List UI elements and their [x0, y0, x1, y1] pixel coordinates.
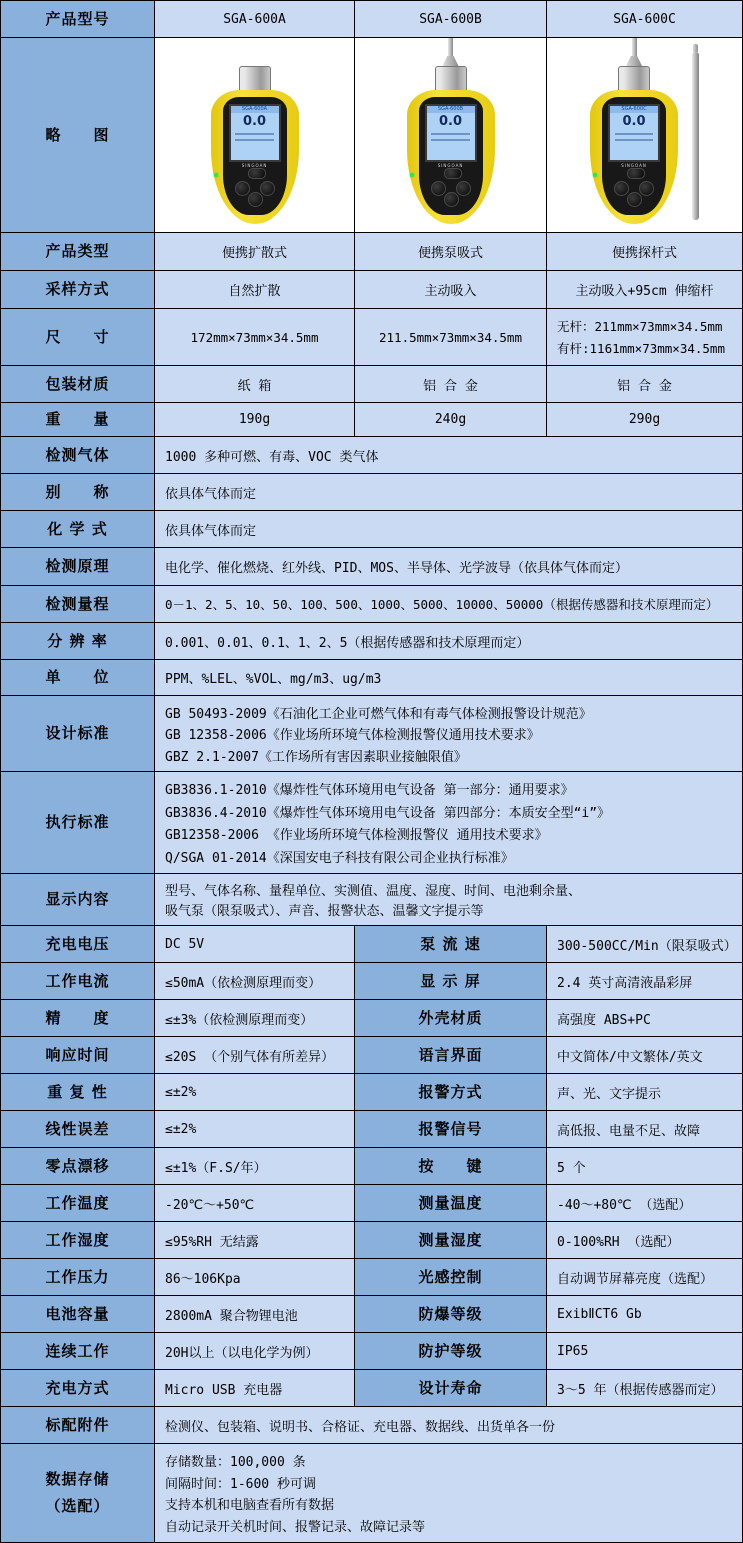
row-chemical-formula — [1, 511, 743, 548]
row-label: 检测气体 — [1, 437, 155, 474]
row-pressure-light-control — [1, 1259, 743, 1296]
row-label: 单 位 — [1, 660, 155, 696]
storage-line: 存储数量：100,000 条 — [165, 1454, 306, 1470]
row-label: 报警方式 — [355, 1074, 547, 1111]
brand-text: SINGOAN — [621, 163, 647, 168]
spec-value: ≤±1%（F.S/年） — [155, 1148, 355, 1185]
row-label: 检测量程 — [1, 586, 155, 623]
device-body — [211, 90, 299, 224]
device-body — [407, 90, 495, 224]
device-pump — [407, 38, 495, 224]
row-label: 测量温度 — [355, 1185, 547, 1222]
product-image-sga600c — [547, 38, 743, 233]
device-screen — [425, 104, 477, 162]
row-label: 语言界面 — [355, 1037, 547, 1074]
device-screen — [229, 104, 281, 162]
spec-value — [155, 874, 743, 926]
spec-value: 290g — [547, 403, 743, 437]
row-label: 显 示 屏 — [355, 963, 547, 1000]
row-packaging — [1, 366, 743, 403]
screen-detail-line — [615, 139, 653, 141]
spec-value: 5 个 — [547, 1148, 743, 1185]
spec-value: 依具体气体而定 — [155, 474, 743, 511]
spec-value: ≤±2% — [155, 1074, 355, 1111]
standard-line: GBZ 2.1-2007《工作场所有害因素职业接触限值》 — [165, 749, 467, 765]
row-label: 产品类型 — [1, 233, 155, 271]
row-label — [1, 1444, 155, 1543]
spec-value: 电化学、催化燃烧、红外线、PID、MOS、半导体、光学波导（依具体气体而定） — [155, 548, 743, 586]
row-label: 按 键 — [355, 1148, 547, 1185]
spec-value: PPM、%LEL、%VOL、mg/m3、ug/m3 — [155, 660, 743, 696]
power-led — [593, 173, 597, 177]
row-sketch — [1, 38, 743, 233]
standard-line: GB 12358-2006《作业场所环境气体检测报警仪通用技术要求》 — [165, 728, 540, 743]
brand-text: SINGOAN — [437, 163, 464, 168]
spec-value: ≤±3%（依检测原理而变） — [155, 1000, 355, 1037]
power-led — [410, 173, 414, 177]
spec-value: 依具体气体而定 — [155, 511, 743, 548]
standard-line: GB12358-2006 《作业场所环境气体检测报警仪 通用技术要求》 — [165, 828, 548, 844]
spec-value: IP65 — [547, 1333, 743, 1370]
row-label: 测量湿度 — [355, 1222, 547, 1259]
model-name-a: SGA-600A — [155, 1, 355, 38]
row-resolution — [1, 623, 743, 660]
row-label: 采样方式 — [1, 271, 155, 309]
row-label: 工作温度 — [1, 1185, 155, 1222]
spec-value: ≤95%RH 无结露 — [155, 1222, 355, 1259]
probe-cone — [443, 56, 459, 66]
spec-value: -40～+80℃ （选配） — [547, 1185, 743, 1222]
spec-value: 20H以上（以电化学为例） — [155, 1333, 355, 1370]
screen-detail-line — [431, 139, 469, 141]
pump-probe — [632, 38, 637, 56]
row-label: 尺 寸 — [1, 309, 155, 366]
display-line: 吸气泵（限泵吸式）、声音、报警状态、温馨文字提示等 — [165, 904, 484, 920]
row-label-sketch: 略 图 — [1, 38, 155, 233]
spec-value: 0-100%RH （选配） — [547, 1222, 743, 1259]
spec-value: 铝 合 金 — [355, 366, 547, 403]
spec-value: 高低报、电量不足、故障 — [547, 1111, 743, 1148]
row-detection-principle — [1, 548, 743, 586]
row-label: 防爆等级 — [355, 1296, 547, 1333]
row-label-product-model: 产品型号 — [1, 1, 155, 38]
row-alias — [1, 474, 743, 511]
standard-line: GB3836.1-2010《爆炸性气体环境用电气设备 第一部分：通用要求》 — [165, 783, 574, 799]
storage-line: 间隔时间：1-600 秒可调 — [165, 1476, 316, 1492]
product-image-sga600b — [355, 38, 547, 233]
row-label: 响应时间 — [1, 1037, 155, 1074]
spec-value: 便携探杆式 — [547, 233, 743, 271]
standard-line: GB3836.4-2010《爆炸性气体环境用电气设备 第四部分：本质安全型“i”》 — [165, 805, 611, 821]
device-buttons — [233, 171, 277, 207]
power-led — [214, 173, 218, 177]
row-label: 工作电流 — [1, 963, 155, 1000]
row-response-language — [1, 1037, 743, 1074]
row-label: 重 量 — [1, 403, 155, 437]
spec-value: 211.5mm×73mm×34.5mm — [355, 309, 547, 366]
row-label: 零点漂移 — [1, 1148, 155, 1185]
row-working-current-display — [1, 963, 743, 1000]
screen-model-text: SGA-600A — [231, 106, 279, 113]
spec-value: ≤50mA（依检测原理而变） — [155, 963, 355, 1000]
row-label: 工作压力 — [1, 1259, 155, 1296]
spec-value: DC 5V — [155, 926, 355, 963]
spec-value: 便携扩散式 — [155, 233, 355, 271]
spec-value: 0－1、2、5、10、50、100、500、1000、5000、10000、50000（根据传感器和技术原理而定） — [155, 586, 743, 623]
sensor-cap — [239, 66, 271, 92]
spec-value: 190g — [155, 403, 355, 437]
row-label: 工作湿度 — [1, 1222, 155, 1259]
row-dimensions — [1, 309, 743, 366]
spec-value: 300-500CC/Min（限泵吸式） — [547, 926, 743, 963]
row-detection-range — [1, 586, 743, 623]
row-linearity-alarm-signal — [1, 1111, 743, 1148]
row-repeatability-alarm-mode — [1, 1074, 743, 1111]
row-label: 化 学 式 — [1, 511, 155, 548]
spec-value: 中文简体/中文繁体/英文 — [547, 1037, 743, 1074]
row-label: 设计寿命 — [355, 1370, 547, 1407]
spec-value: ≤20S （个别气体有所差异） — [155, 1037, 355, 1074]
standard-line: Q/SGA 01-2014《深国安电子科技有限公司企业执行标准》 — [165, 850, 514, 866]
spec-value: 86～106Kpa — [155, 1259, 355, 1296]
probe-cone — [626, 56, 642, 66]
row-design-standards — [1, 696, 743, 772]
screen-detail-line — [431, 133, 469, 135]
row-label: 分 辨 率 — [1, 623, 155, 660]
row-zero-drift-buttons — [1, 1148, 743, 1185]
device-body — [590, 90, 678, 224]
spec-value: 2.4 英寸高清液晶彩屏 — [547, 963, 743, 1000]
row-label: 重 复 性 — [1, 1074, 155, 1111]
storage-line: 支持本机和电脑查看所有数据 — [165, 1498, 335, 1514]
row-label: 别 称 — [1, 474, 155, 511]
pump-probe — [448, 38, 453, 56]
storage-line: 自动记录开关机时间、报警记录、故障记录等 — [165, 1520, 426, 1536]
spec-value: -20℃～+50℃ — [155, 1185, 355, 1222]
row-product-model — [1, 1, 743, 38]
row-label: 充电电压 — [1, 926, 155, 963]
row-label: 连续工作 — [1, 1333, 155, 1370]
row-unit — [1, 660, 743, 696]
row-label: 设计标准 — [1, 696, 155, 772]
spec-value: 自然扩散 — [155, 271, 355, 309]
storage-label-line: 数据存储 — [45, 1470, 110, 1489]
storage-label-line: （选配） — [45, 1497, 110, 1515]
device-buttons — [612, 171, 656, 207]
sensor-cap — [618, 66, 650, 92]
screen-reading: 0.0 — [242, 114, 267, 129]
screen-detail-line — [235, 133, 273, 135]
row-label: 执行标准 — [1, 772, 155, 874]
spec-value: ≤±2% — [155, 1111, 355, 1148]
spec-value: 自动调节屏幕亮度（选配） — [547, 1259, 743, 1296]
spec-value: 声、光、文字提示 — [547, 1074, 743, 1111]
device-probe-type — [590, 38, 678, 224]
row-data-storage — [1, 1444, 743, 1543]
spec-value: 铝 合 金 — [547, 366, 743, 403]
spec-value: 高强度 ABS+PC — [547, 1000, 743, 1037]
row-charge-voltage-pump-flow — [1, 926, 743, 963]
spec-value: ExibⅡCT6 Gb — [547, 1296, 743, 1333]
screen-detail-line — [235, 139, 273, 141]
spec-value: 172mm×73mm×34.5mm — [155, 309, 355, 366]
spec-value: 3～5 年（根据传感器而定） — [547, 1370, 743, 1407]
model-name-b: SGA-600B — [355, 1, 547, 38]
dimension-line: 无杆：211mm×73mm×34.5mm — [557, 319, 723, 334]
telescopic-rod — [692, 52, 699, 220]
screen-reading: 0.0 — [438, 114, 463, 129]
screen-model-text: SGA-600B — [427, 106, 475, 113]
row-working-temp-measure-temp — [1, 1185, 743, 1222]
row-continuous-work-protection — [1, 1333, 743, 1370]
screen-reading: 0.0 — [622, 114, 646, 129]
spec-value: 2800mA 聚合物锂电池 — [155, 1296, 355, 1333]
row-label: 显示内容 — [1, 874, 155, 926]
row-label: 检测原理 — [1, 548, 155, 586]
row-working-humidity-measure-humidity — [1, 1222, 743, 1259]
row-battery-explosion-proof — [1, 1296, 743, 1333]
spec-value — [155, 696, 743, 772]
device-buttons — [429, 171, 473, 207]
spec-value: Micro USB 充电器 — [155, 1370, 355, 1407]
row-label: 包装材质 — [1, 366, 155, 403]
row-label: 充电方式 — [1, 1370, 155, 1407]
row-label: 精 度 — [1, 1000, 155, 1037]
spec-value: 纸 箱 — [155, 366, 355, 403]
spec-value: 240g — [355, 403, 547, 437]
row-charging-method-design-life — [1, 1370, 743, 1407]
row-label: 标配附件 — [1, 1407, 155, 1444]
screen-model-text: SGA-600C — [610, 106, 658, 113]
row-detected-gas — [1, 437, 743, 474]
standard-line: GB 50493-2009《石油化工企业可燃气体和有毒气体检测报警设计规范》 — [165, 706, 592, 722]
display-line: 型号、气体名称、量程单位、实测值、温度、湿度、时间、电池剩余量、 — [165, 883, 582, 899]
spec-value — [155, 1444, 743, 1543]
spec-value: 检测仪、包装箱、说明书、合格证、充电器、数据线、出货单各一份 — [155, 1407, 743, 1444]
row-label: 防护等级 — [355, 1333, 547, 1370]
row-display-content — [1, 874, 743, 926]
spec-value — [547, 309, 743, 366]
row-label: 光感控制 — [355, 1259, 547, 1296]
row-label: 线性误差 — [1, 1111, 155, 1148]
row-sampling-method — [1, 271, 743, 309]
row-execution-standards — [1, 772, 743, 874]
device-screen — [608, 104, 660, 162]
sensor-cap — [435, 66, 467, 92]
spec-value: 0.001、0.01、0.1、1、2、5（根据传感器和技术原理而定） — [155, 623, 743, 660]
row-label: 外壳材质 — [355, 1000, 547, 1037]
product-image-sga600a — [155, 38, 355, 233]
screen-detail-line — [615, 133, 653, 135]
row-label: 电池容量 — [1, 1296, 155, 1333]
spec-value: 主动吸入 — [355, 271, 547, 309]
device-diffusion — [211, 66, 299, 224]
dimension-line: 有杆:1161mm×73mm×34.5mm — [557, 341, 725, 356]
brand-text: SINGOAN — [241, 163, 268, 168]
row-label: 报警信号 — [355, 1111, 547, 1148]
spec-value: 主动吸入+95cm 伸缩杆 — [547, 271, 743, 309]
row-product-type — [1, 233, 743, 271]
spec-value — [155, 772, 743, 874]
row-accessories — [1, 1407, 743, 1444]
model-name-c: SGA-600C — [547, 1, 743, 38]
spec-value: 便携泵吸式 — [355, 233, 547, 271]
spec-value: 1000 多种可燃、有毒、VOC 类气体 — [155, 437, 743, 474]
row-accuracy-shell — [1, 1000, 743, 1037]
row-label: 泵 流 速 — [355, 926, 547, 963]
row-weight — [1, 403, 743, 437]
